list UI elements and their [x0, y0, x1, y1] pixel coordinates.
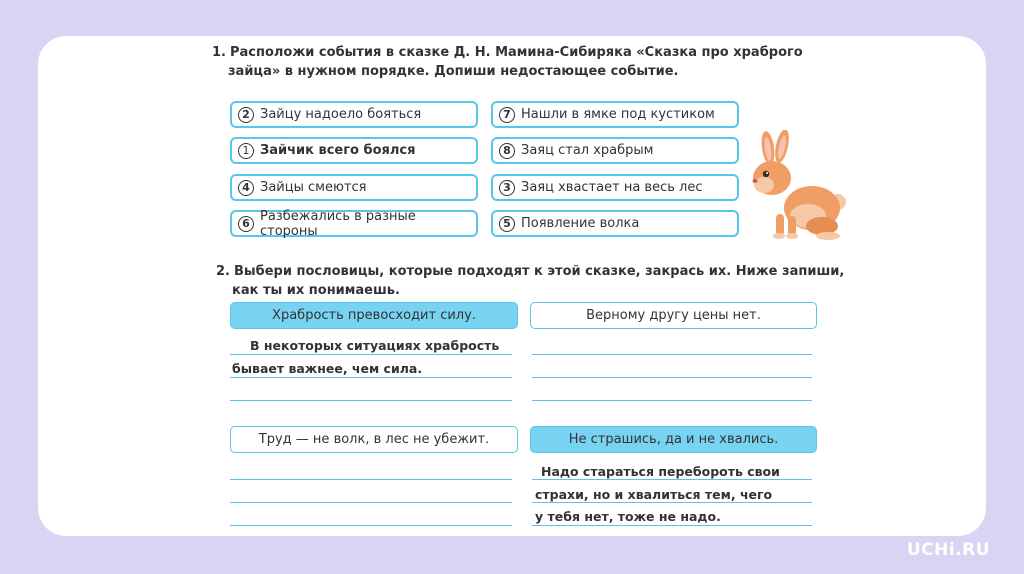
- task1-title-cont: [228, 62, 678, 81]
- task1-title-line1: Расположи события в сказке Д. Н. Мамина-Сибиряка «Сказка про храброго: [229, 45, 803, 60]
- event-number: 3: [499, 180, 515, 196]
- event-card: [230, 101, 478, 128]
- event-card: [230, 210, 478, 237]
- event-number: 2: [238, 107, 254, 123]
- answer-text-2: [535, 461, 780, 529]
- event-card: [491, 174, 739, 201]
- proverb-text: Верному другу цены нет.: [586, 308, 761, 323]
- uchi-ru-watermark: UCHi.RU: [906, 540, 990, 560]
- event-text: Зайцу надоело бояться: [260, 107, 422, 122]
- worksheet-card: [38, 36, 986, 536]
- event-card: [491, 137, 739, 164]
- rabbit-illustration: [746, 130, 850, 242]
- proverb-option[interactable]: [230, 302, 518, 329]
- answer-line: [532, 400, 812, 401]
- proverb-option[interactable]: [530, 302, 817, 329]
- event-number: 4: [238, 180, 254, 196]
- task2-number: 2.: [216, 264, 230, 279]
- task1-title: [212, 43, 803, 62]
- task1-number: 1.: [212, 45, 226, 60]
- event-number: 8: [499, 143, 515, 159]
- answer-2-line-2: страхи, но и хвалиться тем, чего: [535, 486, 773, 502]
- proverb-text: Храбрость превосходит силу.: [272, 308, 476, 323]
- task2-title-cont: [232, 281, 400, 300]
- event-text: Разбежались в разные стороны: [260, 208, 416, 239]
- answer-2-line-1: Надо стараться перебороть свои: [541, 464, 780, 479]
- answer-line: [532, 377, 812, 378]
- event-text: Нашли в ямке под кустиком: [521, 107, 715, 122]
- event-text: Зайцы смеются: [260, 180, 367, 195]
- answer-line: [230, 502, 512, 503]
- proverb-text: Труд — не волк, в лес не убежит.: [258, 432, 490, 447]
- answer-1-line-1: В некоторых ситуациях храбрость: [250, 338, 500, 353]
- event-card: [491, 210, 739, 237]
- proverb-option[interactable]: [230, 426, 518, 453]
- proverb-text: Не страшись, да и не хвались.: [568, 432, 779, 447]
- event-text: Заяц стал храбрым: [521, 143, 654, 158]
- answer-2-line-3: у тебя нет, тоже не надо.: [535, 509, 721, 524]
- event-number: 6: [238, 216, 254, 232]
- answer-1-line-2: бывает важнее, чем сила.: [232, 360, 423, 376]
- event-text: Заяц хвастает на весь лес: [521, 180, 703, 195]
- answer-line: [532, 354, 812, 355]
- task2-title: [216, 262, 844, 281]
- event-card: [491, 101, 739, 128]
- answer-text-1: [232, 335, 499, 380]
- event-card: [230, 137, 478, 164]
- task1-title-line2: зайца» в нужном порядке. Допиши недостающее событие.: [228, 64, 679, 79]
- proverb-option[interactable]: [530, 426, 817, 453]
- answer-line: [230, 400, 512, 401]
- task2-title-line2: как ты их понимаешь.: [232, 283, 400, 298]
- event-number: 7: [499, 107, 515, 123]
- answer-line: [230, 525, 512, 526]
- event-card: [230, 174, 478, 201]
- answer-line: [230, 479, 512, 480]
- event-text: Появление волка: [521, 216, 640, 231]
- task2-title-line1: Выбери пословицы, которые подходят к этой сказке, закрась их. Ниже запиши,: [233, 264, 845, 279]
- event-text: Зайчик всего боялся: [260, 143, 416, 158]
- event-number: 1: [238, 143, 254, 159]
- event-number: 5: [499, 216, 515, 232]
